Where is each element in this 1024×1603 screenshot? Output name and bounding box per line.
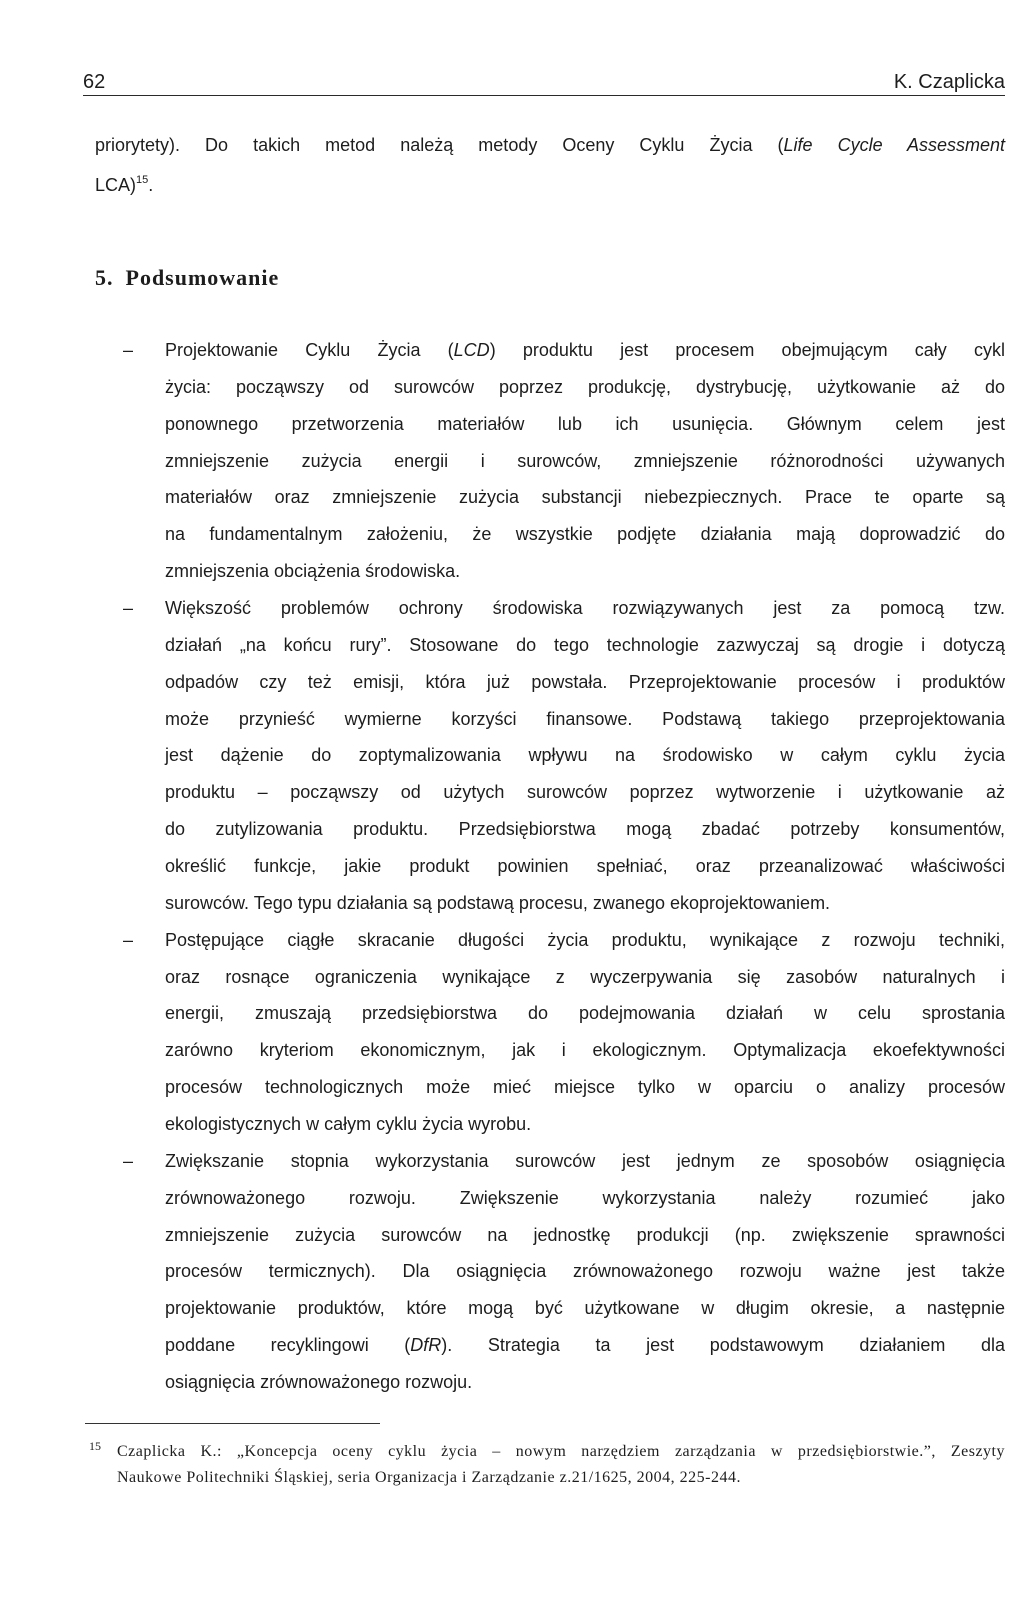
section-title: Podsumowanie	[125, 265, 280, 290]
item-1-line-1-italic: LCD	[453, 340, 490, 360]
item-4-line-6-text: poddane recyklingowi (	[165, 1335, 411, 1356]
intro-paragraph	[95, 125, 1005, 205]
item-3-line-2: oraz rosnące ograniczenia wynikające z wyczerpywania się zasobów naturalnych i	[165, 966, 1005, 987]
item-1-line-7: zmniejszenia obciążenia środowiska.	[165, 561, 461, 582]
footnote-number: 15	[89, 1439, 101, 1453]
item-3-line-3: energii, zmuszają przedsiębiorstwa do podejmowania działań w celu sprostania	[165, 1003, 1005, 1024]
intro-line-1-text: priorytety). Do takich metod należą metody Oceny Cyklu Życia (	[95, 135, 784, 155]
section-heading	[95, 263, 279, 293]
item-1-line-2: życia: począwszy od surowców poprzez produkcję, dystrybucję, użytkowanie aż do	[165, 376, 1005, 397]
item-2-line-2: działań „na końcu rury”. Stosowane do tego technologie zazwyczaj są drogie i dotyczą	[165, 634, 1005, 655]
item-1-line-5: materiałów oraz zmniejszenie zużycia substancji niebezpiecznych. Prace te oparte są	[165, 487, 1005, 508]
summary-list	[95, 332, 1005, 1401]
item-3-line-5: procesów technologicznych może mieć miejsce tylko w oparciu o analizy procesów	[165, 1077, 1005, 1098]
item-2-line-4: może przynieść wymierne korzyści finansowe. Podstawą takiego przeprojektowania	[165, 708, 1005, 729]
page-number: 62	[83, 71, 106, 93]
intro-line-1-italic: Life Cycle Assessment	[783, 135, 1006, 155]
running-header-author: K. Czaplicka	[893, 71, 1005, 93]
item-3-line-1: Postępujące ciągłe skracanie długości życia produktu, wynikające z rozwoju techniki,	[165, 929, 1005, 950]
footnote-separator	[85, 1423, 380, 1424]
bullet-dash: –	[123, 340, 134, 360]
item-4-line-6	[165, 1327, 1005, 1364]
item-4-line-3: zmniejszenie zużycia surowców na jednostkę produkcji (np. zwiększenie sprawności	[165, 1224, 1005, 1245]
item-3-line-4: zarówno kryteriom ekonomicznym, jak i ekologicznym. Optymalizacja ekoefektywności	[165, 1040, 1005, 1061]
summary-item-1	[95, 332, 1005, 590]
item-4-line-2: zrównoważonego rozwoju. Zwiększenie wykorzystania należy rozumieć jako	[165, 1187, 1005, 1208]
summary-item-3	[95, 922, 1005, 1143]
item-2-line-9: surowców. Tego typu działania są podstawą procesu, zwanego ekoprojektowaniem.	[165, 892, 831, 913]
footnote-line-1: Czaplicka K.: „Koncepcja oceny cyklu życia – nowym narzędziem zarządzania w przedsiębiorstwie.”, Zeszyty	[117, 1443, 1005, 1460]
item-3-line-6: ekologistycznych w całym cyklu życia wyrobu.	[165, 1114, 532, 1135]
item-4-line-6-italic: DfR	[410, 1335, 442, 1356]
summary-item-2	[95, 590, 1005, 922]
item-4-line-4: procesów termicznych). Dla osiągnięcia zrównoważonego rozwoju ważne jest także	[165, 1261, 1005, 1282]
item-4-line-1: Zwiększanie stopnia wykorzystania surowców jest jednym ze sposobów osiągnięcia	[165, 1150, 1005, 1171]
item-4-line-5: projektowanie produktów, które mogą być użytkowane w długim okresie, a następnie	[165, 1298, 1005, 1319]
bullet-dash: –	[123, 598, 134, 619]
bullet-dash: –	[123, 1150, 134, 1171]
summary-item-4	[95, 1143, 1005, 1401]
item-2-line-1: Większość problemów ochrony środowiska rozwiązywanych jest za pomocą tzw.	[165, 598, 1005, 619]
item-2-line-5: jest dążenie do zoptymalizowania wpływu na środowisko w całym cyklu życia	[165, 745, 1005, 766]
intro-line-2-text: LCA)	[95, 175, 137, 195]
footnote	[89, 1439, 1005, 1491]
item-1-line-4: zmniejszenie zużycia energii i surowców, zmniejszenie różnorodności używanych	[165, 450, 1005, 471]
item-2-line-6: produktu – począwszy od użytych surowców poprzez wytworzenie i użytkowanie aż	[165, 782, 1005, 803]
bullet-dash: –	[123, 929, 134, 950]
item-4-line-7: osiągnięcia zrównoważonego rozwoju.	[165, 1372, 473, 1393]
footnote-line-2: Naukowe Politechniki Śląskiej, seria Organizacja i Zarządzanie z.21/1625, 2004, 225-244.	[117, 1469, 741, 1486]
item-1-line-1-rest: ) produktu jest procesem obejmującym cały cykl	[489, 340, 1006, 360]
item-2-line-7: do zutylizowania produktu. Przedsiębiorstwa mogą zbadać potrzeby konsumentów,	[165, 819, 1005, 840]
item-1-line-1	[165, 332, 1005, 369]
item-4-line-6-rest: ). Strategia ta jest podstawowym działaniem dla	[441, 1335, 1005, 1356]
item-1-line-1-text: Projektowanie Cyklu Życia (	[165, 340, 454, 360]
footnote-reference: 15	[136, 174, 149, 186]
item-1-line-3: ponownego przetworzenia materiałów lub ich usunięcia. Głównym celem jest	[165, 413, 1005, 434]
item-2-line-3: odpadów czy też emisji, która już powstała. Przeprojektowanie procesów i produktów	[165, 671, 1005, 692]
item-1-line-6: na fundamentalnym założeniu, że wszystkie podjęte działania mają doprowadzić do	[165, 524, 1005, 545]
intro-line-2-end: .	[148, 175, 154, 195]
item-2-line-8: określić funkcje, jakie produkt powinien spełniać, oraz przeanalizować właściwości	[165, 856, 1005, 877]
running-header	[83, 70, 1005, 96]
intro-line-1	[95, 125, 1005, 165]
section-number: 5.	[95, 265, 114, 290]
intro-line-2	[95, 165, 1005, 205]
